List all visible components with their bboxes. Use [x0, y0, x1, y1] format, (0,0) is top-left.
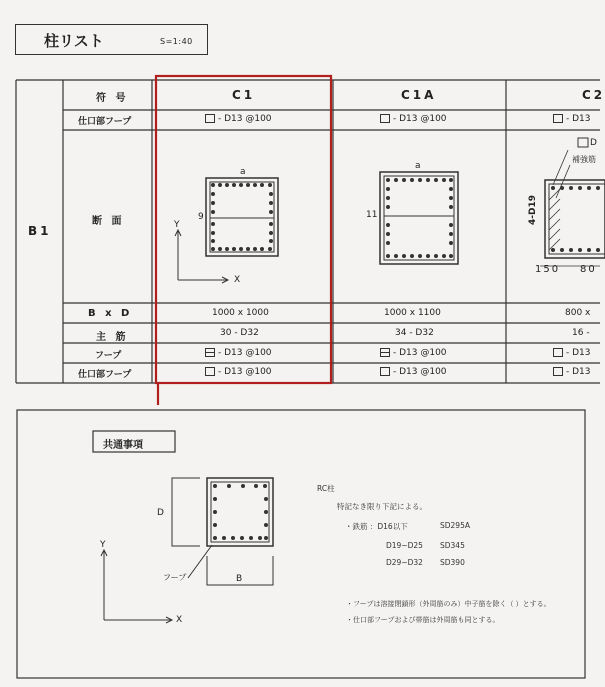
hoop-split-icon — [380, 348, 390, 357]
hoop-square-icon — [205, 114, 215, 123]
c1a-hoop: - D13 @100 — [380, 348, 447, 358]
column-header-c2: C2 — [582, 88, 605, 102]
common-axis-x: X — [176, 615, 183, 625]
row-label-main-bar: 主 筋 — [96, 332, 129, 343]
hoop-square-icon — [553, 367, 563, 376]
rc-steel-1: SD295A — [440, 521, 470, 530]
row-label-top-hoop: 仕口部フープ — [78, 117, 132, 127]
hoop-square-icon — [380, 114, 390, 123]
rc-steel-3: SD390 — [440, 558, 465, 567]
row-label-bottom-hoop: 仕口部フープ — [78, 370, 132, 380]
c1-bxd: 1000 x 1000 — [212, 308, 269, 318]
c2-dim-bottom-b: 80 — [580, 264, 597, 275]
row-group-label: B1 — [28, 224, 52, 238]
c2-note-mid: 補強筋 — [572, 155, 596, 164]
rc-line1: 特記なき限り下記による。 — [337, 502, 427, 511]
rc-range-3: D29~D32 — [386, 558, 423, 567]
hoop-square-icon — [553, 348, 563, 357]
column-header-c1a: C1A — [401, 88, 437, 102]
hoop-square-icon — [205, 367, 215, 376]
hoop-square-icon — [553, 114, 563, 123]
row-label-section: 断 面 — [92, 216, 125, 227]
row-label-hoop: フープ — [95, 351, 122, 361]
c1-axis-y: Y — [174, 220, 180, 230]
c1a-bottom-hoop: - D13 @100 — [380, 367, 447, 377]
c1a-dim-top: a — [415, 161, 421, 171]
common-dim-b: B — [236, 574, 243, 584]
common-hoop-label: フープ — [163, 573, 187, 582]
c1a-section-drawing — [380, 172, 458, 264]
rc-range-2: D19~D25 — [386, 541, 423, 550]
c1-dim-side: 9 — [198, 212, 204, 222]
rc-title: RC柱 — [317, 484, 335, 493]
c1a-bxd: 1000 x 1100 — [384, 308, 441, 318]
page-title: 柱リスト — [44, 32, 104, 50]
c2-bxd: 800 x — [565, 308, 591, 318]
c1-axis-x: X — [234, 275, 241, 285]
common-section-drawing — [101, 478, 273, 623]
c1a-dim-side: 11 — [366, 210, 378, 220]
c1-hoop: - D13 @100 — [205, 348, 272, 358]
c1-main-bar: 30 - D32 — [220, 328, 259, 338]
rc-steel-2: SD345 — [440, 541, 465, 550]
hoop-square-icon — [380, 367, 390, 376]
c1-top-hoop: - D13 @100 — [205, 114, 272, 124]
c1-bottom-hoop: - D13 @100 — [205, 367, 272, 377]
row-label-symbol: 符 号 — [96, 93, 129, 104]
c2-dim-bottom-a: 150 — [535, 264, 561, 275]
rc-steel-label: ・鉄筋 ：D16以下 — [345, 522, 408, 531]
c2-main-bar: 16 - — [572, 328, 590, 338]
c1a-main-bar: 34 - D32 — [395, 328, 434, 338]
c2-side-label: 4-D19 — [528, 195, 538, 225]
column-header-c1: C1 — [232, 88, 256, 102]
common-dim-d: D — [157, 508, 164, 518]
c2-top-hoop: - D13 — [553, 114, 591, 124]
note-1: ・フープは溶接閉鎖形（外周筋のみ）中子筋を除く（ ）とする。 — [346, 600, 551, 608]
c1a-top-hoop: - D13 @100 — [380, 114, 447, 124]
c2-note-top: D — [590, 138, 597, 148]
hoop-split-icon — [205, 348, 215, 357]
c1-dim-top: a — [240, 167, 246, 177]
row-label-bxd: B x D — [88, 308, 133, 319]
c2-hoop: - D13 — [553, 348, 591, 358]
c1-section-drawing — [175, 178, 278, 283]
scale-label: S=1:40 — [160, 37, 193, 46]
common-axis-y: Y — [100, 540, 106, 550]
common-title: 共通事項 — [103, 440, 143, 451]
c2-bottom-hoop: - D13 — [553, 367, 591, 377]
note-2: ・仕口部フープおよび帯筋は外周筋も同とする。 — [346, 616, 500, 624]
